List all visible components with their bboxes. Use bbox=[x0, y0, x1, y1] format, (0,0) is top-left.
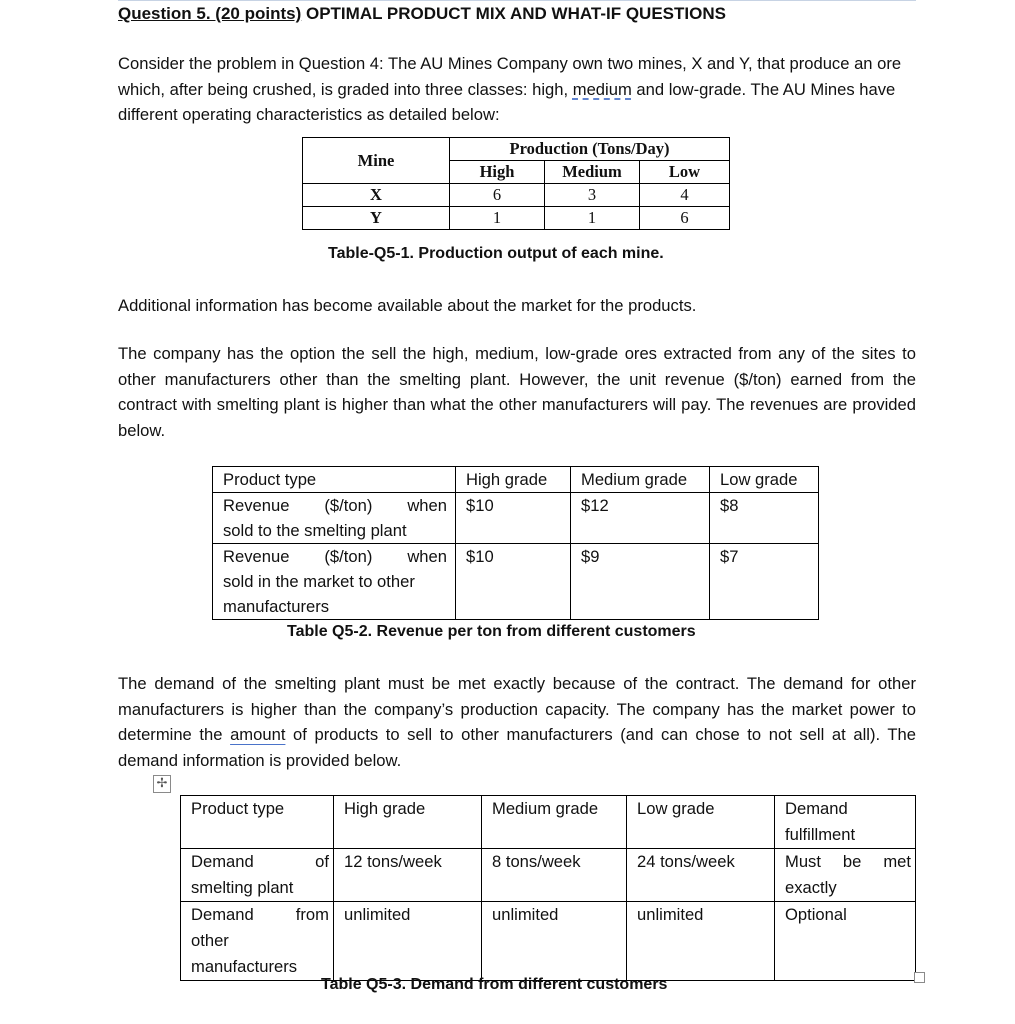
demand-text-b: of products to sell to other manufacturers (and can chose to not sell at all). The demand information is provided below. bbox=[118, 725, 916, 770]
revenue-table bbox=[212, 466, 819, 620]
option-paragraph: The company has the option the sell the high, medium, low-grade ores extracted from any of the sites to other manufacturers other than the smelting plant. However, the unit revenue ($/ton) earned from the contract with smelting plant is higher than what the other manufacturers will pay. The revenues are provided below. bbox=[118, 344, 916, 440]
cell: 6 bbox=[640, 207, 730, 230]
t2-header-low: Low grade bbox=[710, 467, 819, 493]
cell: $9 bbox=[571, 544, 710, 620]
intro-medium-word: medium bbox=[572, 79, 632, 99]
label-line: sold to the smelting plant bbox=[223, 521, 407, 540]
t3-row2-fulfillment: Optional bbox=[775, 902, 916, 981]
table-row bbox=[303, 207, 730, 230]
t2-row2-label bbox=[213, 544, 456, 620]
col-low: Low bbox=[640, 161, 730, 184]
label-line: sold in the market to other bbox=[223, 572, 415, 591]
demand-amount-word: amount bbox=[230, 725, 286, 744]
intro-text-a: Consider the problem in Question 4: The AU Mines Company own two mines, X and Y, that produce an ore which, after being crushed, is graded into three classes: high, bbox=[118, 54, 902, 99]
label-line: manufacturers bbox=[223, 597, 330, 616]
cell: 1 bbox=[450, 207, 545, 230]
cell: $7 bbox=[710, 544, 819, 620]
cell: unlimited bbox=[482, 902, 627, 981]
resize-icon[interactable] bbox=[914, 972, 925, 983]
production-header: Production (Tons/Day) bbox=[450, 138, 730, 161]
cell: 3 bbox=[545, 184, 640, 207]
cell: 1 bbox=[545, 207, 640, 230]
question-number: Question 5. (20 points) bbox=[118, 4, 302, 23]
cell: 24 tons/week bbox=[627, 849, 775, 902]
table1-caption: Table-Q5-1. Production output of each mine. bbox=[328, 245, 664, 262]
t2-header-medium: Medium grade bbox=[571, 467, 710, 493]
cell: unlimited bbox=[627, 902, 775, 981]
t3-header-low: Low grade bbox=[627, 796, 775, 849]
table-row bbox=[213, 544, 819, 620]
label-line: Revenue ($/ton) when bbox=[223, 496, 447, 515]
t3-row1-label bbox=[181, 849, 334, 902]
cell: $10 bbox=[456, 493, 571, 544]
table-row bbox=[181, 849, 916, 902]
demand-text-a: The demand of the smelting plant must be met exactly because of the contract. The demand for other manufacturers is higher than the company’s production capacity. The company has the market power to determine the bbox=[118, 674, 916, 744]
demand-paragraph bbox=[118, 671, 916, 773]
table-row bbox=[181, 902, 916, 981]
t2-row1-label bbox=[213, 493, 456, 544]
t3-header-product: Product type bbox=[181, 796, 334, 849]
demand-table bbox=[180, 795, 916, 981]
label-line: Demand from bbox=[191, 905, 329, 924]
cell: 4 bbox=[640, 184, 730, 207]
cell: unlimited bbox=[334, 902, 482, 981]
t3-header-fulfillment: Demand fulfillment bbox=[775, 796, 916, 849]
label-line: Demand of bbox=[191, 852, 329, 871]
cell: 8 tons/week bbox=[482, 849, 627, 902]
table-row bbox=[213, 493, 819, 544]
table2-caption: Table Q5-2. Revenue per ton from different customers bbox=[287, 623, 696, 640]
cell: 12 tons/week bbox=[334, 849, 482, 902]
cell: $10 bbox=[456, 544, 571, 620]
intro-paragraph bbox=[118, 51, 916, 128]
table3-caption: Table Q5-3. Demand from different customers bbox=[321, 976, 668, 993]
t3-header-high: High grade bbox=[334, 796, 482, 849]
col-medium: Medium bbox=[545, 161, 640, 184]
table-row bbox=[303, 184, 730, 207]
move-icon[interactable]: ✢ bbox=[153, 775, 171, 793]
fulfill-line: Must be met bbox=[785, 852, 911, 871]
page-top-rule bbox=[118, 0, 916, 1]
cell: $8 bbox=[710, 493, 819, 544]
production-table bbox=[302, 137, 730, 230]
t2-header-high: High grade bbox=[456, 467, 571, 493]
question-title: OPTIMAL PRODUCT MIX AND WHAT-IF QUESTIONS bbox=[305, 4, 726, 23]
t3-header-medium: Medium grade bbox=[482, 796, 627, 849]
label-line: Revenue ($/ton) when bbox=[223, 547, 447, 566]
mine-header: Mine bbox=[303, 138, 450, 184]
label-line: other bbox=[191, 931, 229, 950]
label-line: smelting plant bbox=[191, 878, 294, 897]
cell: $12 bbox=[571, 493, 710, 544]
t2-header-product: Product type bbox=[213, 467, 456, 493]
col-high: High bbox=[450, 161, 545, 184]
intro-text-b: and low-grade. The AU Mines have different operating characteristics as detailed below: bbox=[118, 79, 896, 124]
mine-y: Y bbox=[303, 207, 450, 230]
label-line: manufacturers bbox=[191, 957, 298, 976]
mine-x: X bbox=[303, 184, 450, 207]
question-heading bbox=[118, 4, 726, 24]
fulfill-line: exactly bbox=[785, 878, 837, 897]
t3-row1-fulfillment bbox=[775, 849, 916, 902]
cell: 6 bbox=[450, 184, 545, 207]
additional-info: Additional information has become available about the market for the products. bbox=[118, 296, 697, 315]
t3-row2-label bbox=[181, 902, 334, 981]
